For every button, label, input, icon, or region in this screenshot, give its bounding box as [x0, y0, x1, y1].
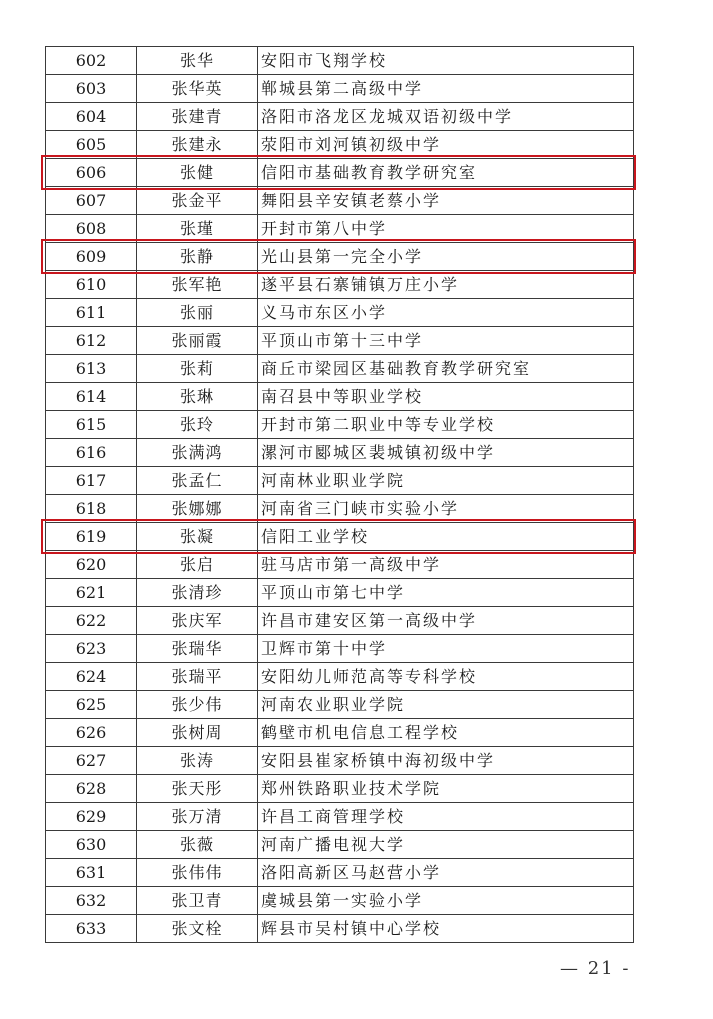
row-number-cell: 623: [46, 635, 137, 663]
table-row: [46, 887, 634, 915]
school-name-cell: 安阳幼儿师范高等专科学校: [258, 663, 634, 691]
teacher-name-cell: 张启: [137, 551, 258, 579]
table-row: [46, 831, 634, 859]
row-number-cell: 626: [46, 719, 137, 747]
school-name-cell: 义马市东区小学: [258, 299, 634, 327]
teacher-name-cell: 张娜娜: [137, 495, 258, 523]
teacher-name-cell: 张天彤: [137, 775, 258, 803]
row-number-cell: 618: [46, 495, 137, 523]
table-row: [46, 859, 634, 887]
teacher-name-cell: 张健: [137, 159, 258, 187]
teacher-name-cell: 张丽: [137, 299, 258, 327]
school-name-cell: 驻马店市第一高级中学: [258, 551, 634, 579]
row-number-cell: 620: [46, 551, 137, 579]
row-number-cell: 602: [46, 47, 137, 75]
school-name-cell: 光山县第一完全小学: [258, 243, 634, 271]
table-row: [46, 355, 634, 383]
row-number-cell: 622: [46, 607, 137, 635]
table-row: [46, 803, 634, 831]
teacher-name-cell: 张金平: [137, 187, 258, 215]
row-number-cell: 630: [46, 831, 137, 859]
table-row: [46, 551, 634, 579]
teacher-name-cell: 张莉: [137, 355, 258, 383]
table-row: [46, 607, 634, 635]
school-name-cell: 安阳县崔家桥镇中海初级中学: [258, 747, 634, 775]
row-number-cell: 616: [46, 439, 137, 467]
row-number-cell: 606: [46, 159, 137, 187]
table-row: [46, 635, 634, 663]
teacher-name-cell: 张丽霞: [137, 327, 258, 355]
teacher-name-cell: 张庆军: [137, 607, 258, 635]
table-row: [46, 579, 634, 607]
teacher-name-cell: 张瑞华: [137, 635, 258, 663]
row-number-cell: 632: [46, 887, 137, 915]
school-name-cell: 卫辉市第十中学: [258, 635, 634, 663]
school-name-cell: 信阳市基础教育教学研究室: [258, 159, 634, 187]
row-number-cell: 605: [46, 131, 137, 159]
table-row: [46, 131, 634, 159]
table-row: [46, 411, 634, 439]
table-row: [46, 467, 634, 495]
row-number-cell: 619: [46, 523, 137, 551]
teacher-name-cell: 张文栓: [137, 915, 258, 943]
school-name-cell: 漯河市郾城区裴城镇初级中学: [258, 439, 634, 467]
row-number-cell: 607: [46, 187, 137, 215]
teacher-name-cell: 张涛: [137, 747, 258, 775]
teacher-name-cell: 张建青: [137, 103, 258, 131]
school-name-cell: 河南省三门峡市实验小学: [258, 495, 634, 523]
teacher-name-cell: 张静: [137, 243, 258, 271]
school-name-cell: 开封市第八中学: [258, 215, 634, 243]
teacher-name-cell: 张树周: [137, 719, 258, 747]
teacher-name-cell: 张瑞平: [137, 663, 258, 691]
teacher-name-cell: 张华英: [137, 75, 258, 103]
roster-table: [45, 46, 634, 943]
school-name-cell: 平顶山市第十三中学: [258, 327, 634, 355]
teacher-name-cell: 张孟仁: [137, 467, 258, 495]
table-row: [46, 383, 634, 411]
school-name-cell: 鹤壁市机电信息工程学校: [258, 719, 634, 747]
school-name-cell: 河南林业职业学院: [258, 467, 634, 495]
row-number-cell: 624: [46, 663, 137, 691]
row-number-cell: 608: [46, 215, 137, 243]
table-row: [46, 439, 634, 467]
row-number-cell: 625: [46, 691, 137, 719]
row-number-cell: 604: [46, 103, 137, 131]
teacher-name-cell: 张伟伟: [137, 859, 258, 887]
school-name-cell: 河南农业职业学院: [258, 691, 634, 719]
table-row: [46, 915, 634, 943]
school-name-cell: 平顶山市第七中学: [258, 579, 634, 607]
school-name-cell: 辉县市吴村镇中心学校: [258, 915, 634, 943]
row-number-cell: 611: [46, 299, 137, 327]
table-row: [46, 747, 634, 775]
teacher-name-cell: 张满鸿: [137, 439, 258, 467]
row-number-cell: 628: [46, 775, 137, 803]
row-number-cell: 621: [46, 579, 137, 607]
teacher-name-cell: 张卫青: [137, 887, 258, 915]
table-row: [46, 47, 634, 75]
roster-table-body: [46, 47, 634, 943]
school-name-cell: 开封市第二职业中等专业学校: [258, 411, 634, 439]
school-name-cell: 安阳市飞翔学校: [258, 47, 634, 75]
school-name-cell: 许昌工商管理学校: [258, 803, 634, 831]
teacher-name-cell: 张琳: [137, 383, 258, 411]
row-number-cell: 610: [46, 271, 137, 299]
school-name-cell: 郑州铁路职业技术学院: [258, 775, 634, 803]
table-row: [46, 215, 634, 243]
table-row: [46, 719, 634, 747]
teacher-name-cell: 张清珍: [137, 579, 258, 607]
school-name-cell: 虞城县第一实验小学: [258, 887, 634, 915]
teacher-name-cell: 张少伟: [137, 691, 258, 719]
teacher-name-cell: 张瑾: [137, 215, 258, 243]
table-row: [46, 187, 634, 215]
school-name-cell: 南召县中等职业学校: [258, 383, 634, 411]
teacher-name-cell: 张建永: [137, 131, 258, 159]
row-number-cell: 629: [46, 803, 137, 831]
page-number: — 21 -: [560, 958, 631, 979]
table-row: [46, 75, 634, 103]
school-name-cell: 信阳工业学校: [258, 523, 634, 551]
row-number-cell: 627: [46, 747, 137, 775]
row-number-cell: 617: [46, 467, 137, 495]
school-name-cell: 商丘市梁园区基础教育教学研究室: [258, 355, 634, 383]
row-number-cell: 603: [46, 75, 137, 103]
row-number-cell: 615: [46, 411, 137, 439]
table-row: [46, 691, 634, 719]
table-row: [46, 299, 634, 327]
school-name-cell: 许昌市建安区第一高级中学: [258, 607, 634, 635]
row-number-cell: 631: [46, 859, 137, 887]
school-name-cell: 舞阳县辛安镇老蔡小学: [258, 187, 634, 215]
school-name-cell: 洛阳市洛龙区龙城双语初级中学: [258, 103, 634, 131]
table-row: [46, 159, 634, 187]
table-row: [46, 243, 634, 271]
teacher-name-cell: 张凝: [137, 523, 258, 551]
school-name-cell: 郸城县第二高级中学: [258, 75, 634, 103]
table-row: [46, 663, 634, 691]
teacher-name-cell: 张军艳: [137, 271, 258, 299]
table-row: [46, 495, 634, 523]
row-number-cell: 614: [46, 383, 137, 411]
school-name-cell: 河南广播电视大学: [258, 831, 634, 859]
school-name-cell: 荥阳市刘河镇初级中学: [258, 131, 634, 159]
school-name-cell: 洛阳高新区马赵营小学: [258, 859, 634, 887]
table-row: [46, 523, 634, 551]
school-name-cell: 遂平县石寨铺镇万庄小学: [258, 271, 634, 299]
table-row: [46, 271, 634, 299]
teacher-name-cell: 张薇: [137, 831, 258, 859]
row-number-cell: 613: [46, 355, 137, 383]
teacher-name-cell: 张玲: [137, 411, 258, 439]
table-row: [46, 327, 634, 355]
row-number-cell: 633: [46, 915, 137, 943]
row-number-cell: 612: [46, 327, 137, 355]
teacher-name-cell: 张万清: [137, 803, 258, 831]
table-row: [46, 775, 634, 803]
row-number-cell: 609: [46, 243, 137, 271]
teacher-name-cell: 张华: [137, 47, 258, 75]
table-row: [46, 103, 634, 131]
